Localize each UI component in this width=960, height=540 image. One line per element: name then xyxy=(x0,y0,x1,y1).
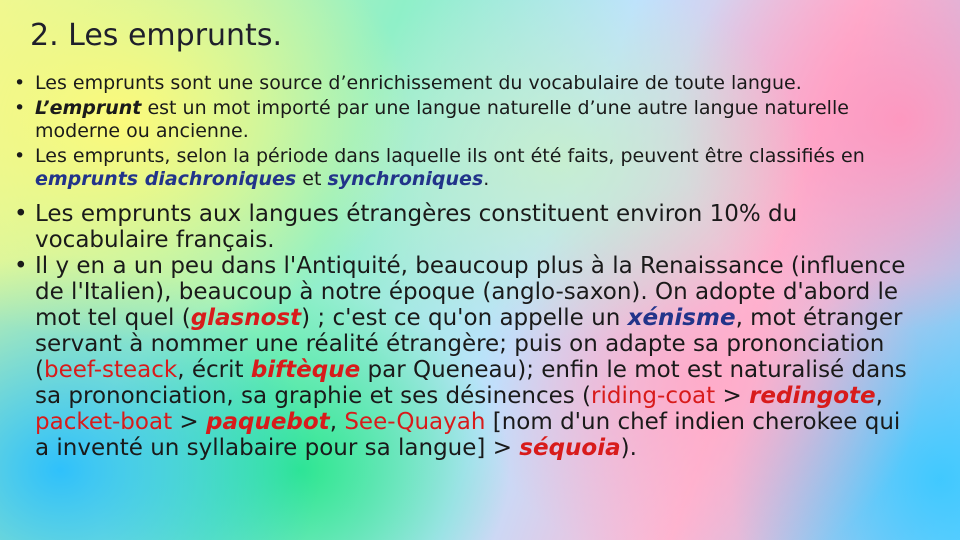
term-synchroniques: synchroniques xyxy=(327,168,484,190)
bullet-text: > xyxy=(172,409,206,435)
bullet-item-4 xyxy=(14,201,914,253)
bullet-text: est un mot importé par une langue naturelle d’une autre langue naturelle moderne ou ancienne. xyxy=(35,97,849,142)
bullet-list xyxy=(14,72,914,461)
word-glasnost: glasnost xyxy=(190,305,302,331)
bullet-item-3 xyxy=(14,145,914,191)
bullet-text: et xyxy=(296,168,328,190)
bullet-text: ) ; c'est ce qu'on appelle un xyxy=(301,305,628,331)
bullet-text: ). xyxy=(620,435,637,461)
word-bifteque: biftèque xyxy=(250,357,361,383)
bullet-text: Les emprunts, selon la période dans laquelle ils ont été faits, peuvent être classifiés en xyxy=(35,145,865,167)
slide-title: 2. Les emprunts. xyxy=(30,18,282,53)
term-diachroniques: emprunts diachroniques xyxy=(35,168,297,190)
word-riding-coat: riding-coat xyxy=(591,383,716,409)
bullet-item-5 xyxy=(14,253,914,461)
emprunt-term: L’emprunt xyxy=(35,97,142,119)
word-paquebot: paquebot xyxy=(206,409,330,435)
word-beef-steack: beef-steack xyxy=(43,357,178,383)
bullet-text: > xyxy=(715,383,750,409)
bullet-text: Les emprunts sont une source d’enrichissement du vocabulaire de toute langue. xyxy=(35,72,802,94)
bullet-text: . xyxy=(483,168,490,190)
bullet-text: [nom d'un chef indien cherokee qui a inventé un syllabaire pour sa langue] > xyxy=(35,409,901,461)
bullet-item-2 xyxy=(14,97,914,143)
bullet-text: Les emprunts aux langues étrangères constituent environ 10% du vocabulaire français. xyxy=(35,201,798,253)
bullet-text: , mot étranger servant à nommer une réalité étrangère; puis on adapte sa prononciation ( xyxy=(35,305,903,383)
bullet-text: , écrit xyxy=(177,357,251,383)
word-packet-boat: packet-boat xyxy=(35,409,173,435)
word-see-quayah: See-Quayah xyxy=(344,409,486,435)
word-sequoia: séquoia xyxy=(519,435,621,461)
bullet-text: , xyxy=(875,383,883,409)
word-redingote: redingote xyxy=(749,383,876,409)
bullet-text: par Queneau); enfin le mot est naturalisé dans sa prononciation, sa graphie et ses désinences ( xyxy=(35,357,907,409)
bullet-text: Il y en a un peu dans l'Antiquité, beaucoup plus à la Renaissance (influence de l'Italien), beaucoup à notre époque (anglo-saxon). On adopte d'abord le mot tel quel ( xyxy=(35,253,906,331)
bullet-text: , xyxy=(329,409,345,435)
bullet-item-1 xyxy=(14,72,914,95)
word-xenisme: xénisme xyxy=(627,305,736,331)
